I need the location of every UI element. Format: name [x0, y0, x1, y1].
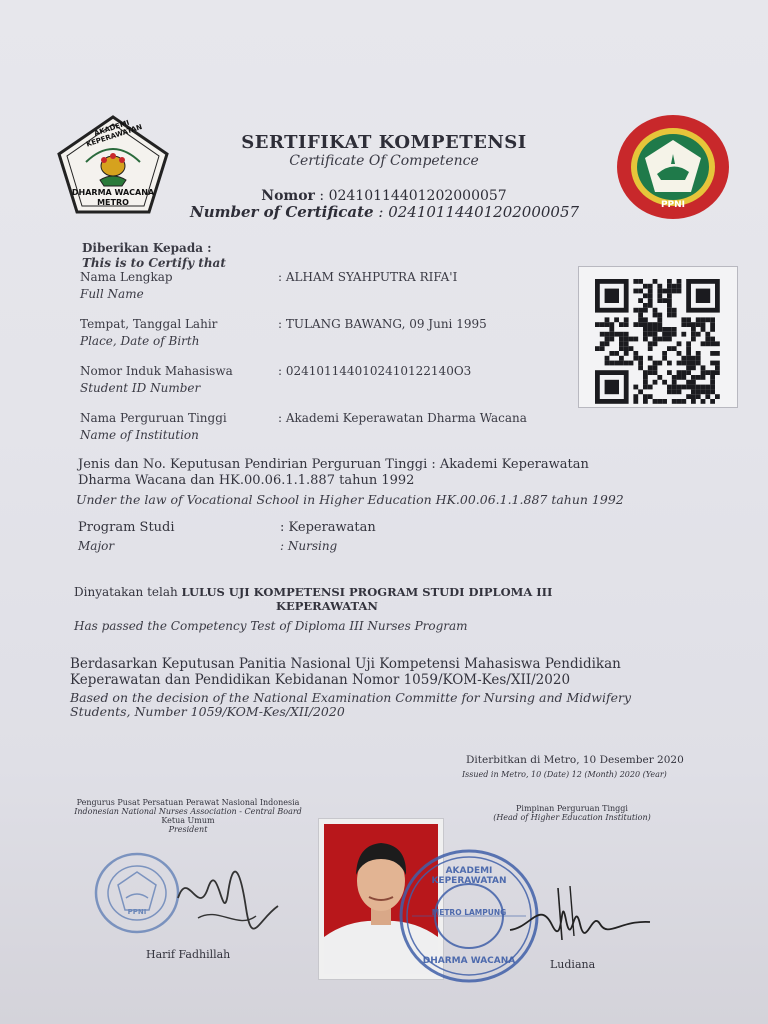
ppni-logo-abbr: PPNI: [660, 200, 686, 210]
legal-line-2: Dharma Wacana dan HK.00.06.1.1.887 tahun 1992: [78, 473, 415, 488]
left-signer-line-3: Ketua Umum: [161, 816, 215, 825]
statement-bold-1: LULUS UJI KOMPETENSI PROGRAM STUDI DIPLOMA III: [181, 585, 553, 599]
birth-value: : TULANG BAWANG, 09 Juni 1995: [278, 317, 487, 331]
left-signature-icon: [168, 858, 288, 938]
number-label: Number of Certificate: [190, 203, 374, 221]
full-name-value: : ALHAM SYAHPUTRA RIFA'I: [278, 270, 458, 284]
program-value: : Keperawatan: [280, 520, 376, 535]
issued-en: Issued in Metro, 10 (Date) 12 (Month) 2020 (Year): [462, 770, 667, 779]
left-signer-line-2: Indonesian National Nurses Association - Central Board: [74, 807, 302, 816]
right-signer-block: [472, 804, 672, 822]
program-label-en: Major: [78, 539, 115, 553]
decision-line-1: Berdasarkan Keputusan Panitia Nasional Uji Kompetensi Mahasiswa Pendidikan: [70, 656, 621, 672]
academy-stamp-bottom-text: DHARMA WACANA: [422, 956, 516, 966]
left-signer-line-4: President: [168, 825, 208, 834]
statement-prefix: Dinyatakan telah: [74, 585, 182, 599]
institution-value: : Akademi Keperawatan Dharma Wacana: [278, 411, 527, 425]
nomor-label: Nomor: [261, 188, 315, 204]
certificate-number-en: Number of Certificate : 02410114401202000057: [190, 203, 580, 221]
left-signer-block: [58, 798, 318, 834]
decision-en-1: Based on the decision of the National Examination Committe for Nursing and Midwifery: [70, 690, 632, 705]
academy-stamp-top-text: AKADEMI KEPERAWATAN: [431, 866, 507, 886]
left-signature: [168, 858, 288, 942]
legal-line-1: Jenis dan No. Keputusan Pendirian Perguruan Tinggi : Akademi Keperawatan: [78, 457, 589, 472]
certificate-subtitle: Certificate Of Competence: [289, 153, 479, 169]
qr-code-icon: [579, 267, 737, 407]
student-id-value: : 0241011440102410122140O3: [278, 364, 472, 378]
left-signer-line-1: Pengurus Pusat Persatuan Perawat Nasional Indonesia: [76, 798, 300, 807]
academy-logo-line2: METRO: [97, 198, 129, 207]
certify-label: This is to Certify that: [82, 256, 226, 270]
right-signer-line-2: (Head of Higher Education Institution): [493, 813, 651, 822]
right-signer-name: Ludiana: [550, 958, 596, 971]
decision-en-2: Students, Number 1059/KOM-Kes/XII/2020: [70, 704, 345, 719]
program-value-en: : Nursing: [280, 539, 338, 553]
statement-bold-2: KEPERAWATAN: [276, 599, 378, 613]
student-id-label: Nomor Induk Mahasiswa: [80, 364, 233, 378]
given-to-label: Diberikan Kepada :: [82, 241, 212, 255]
right-signer-line-1: Pimpinan Perguruan Tinggi: [516, 804, 628, 813]
left-signer-name: Harif Fadhillah: [146, 948, 231, 961]
decision-line-2: Keperawatan dan Pendidikan Kebidanan Nomor 1059/KOM-Kes/XII/2020: [70, 672, 571, 688]
statement-line-1: [74, 585, 552, 599]
right-signature: [500, 880, 660, 954]
nomor-value: 02410114401202000057: [328, 188, 507, 204]
statement-en: Has passed the Competency Test of Diploma III Nurses Program: [74, 619, 468, 633]
legal-line-en: Under the law of Vocational School in Higher Education HK.00.06.1.1.887 tahun 1992: [76, 492, 624, 507]
institution-label: Nama Perguruan Tinggi: [80, 411, 227, 425]
academy-logo-line1: DHARMA WACANA: [71, 188, 155, 197]
program-label: Program Studi: [78, 520, 175, 535]
institution-label-en: Name of Institution: [80, 428, 199, 442]
certificate-title: SERTIFIKAT KOMPETENSI: [241, 132, 527, 153]
academy-logo-arc-text: AKADEMI KEPERAWATAN: [85, 118, 144, 149]
qr-code: [578, 266, 738, 408]
student-id-label-en: Student ID Number: [80, 381, 201, 395]
right-signature-icon: [500, 880, 660, 950]
birth-label-en: Place, Date of Birth: [80, 334, 200, 348]
issued-text: Diterbitkan di Metro, 10 Desember 2020: [466, 754, 684, 766]
full-name-label-en: Full Name: [80, 287, 144, 301]
ppni-stamp-text: PPNI: [127, 908, 147, 916]
certificate-number-id: Nomor : 02410114401202000057: [261, 188, 507, 204]
academy-stamp-middle-text: METRO LAMPUNG: [431, 908, 507, 917]
full-name-label: Nama Lengkap: [80, 270, 173, 284]
birth-label: Tempat, Tanggal Lahir: [80, 317, 218, 331]
number-value: 02410114401202000057: [388, 203, 580, 221]
